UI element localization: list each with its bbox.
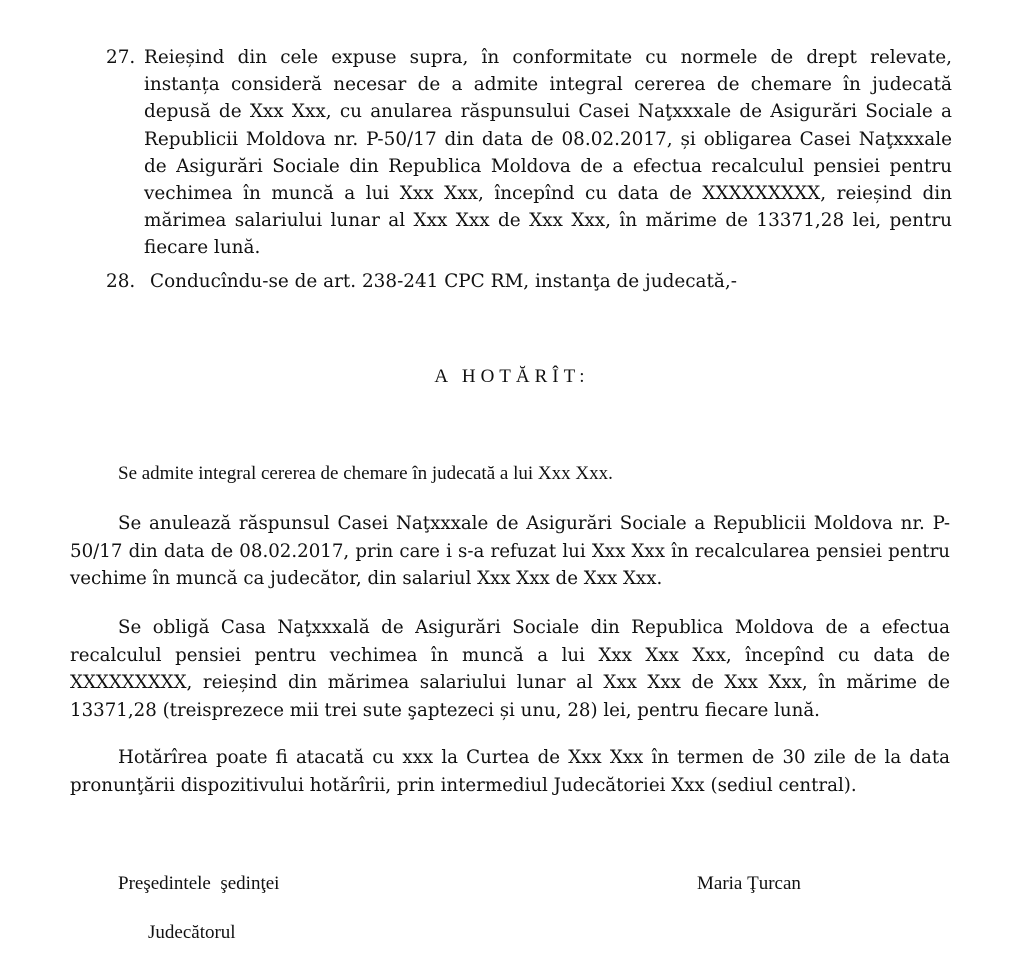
- decision-paragraph-appeal: Hotărîrea poate fi atacată cu xxx la Curtea de Xxx Xxx în termen de 30 zile de la data pronunţării dispozitivului hotărîrii, prin intermediul Judecătoriei Xxx (sediul central).: [70, 747, 950, 796]
- signature-title: Preşedintele şedinţei: [118, 873, 280, 894]
- numbered-paragraph-28: [106, 268, 952, 295]
- signature-name: Maria Ţurcan: [697, 873, 801, 894]
- paragraph-number: 27.: [106, 47, 136, 68]
- paragraph-number: 28.: [106, 271, 136, 292]
- decision-heading: A HOTĂRÎT:: [434, 366, 590, 387]
- paragraph-text: Reieșind din cele expuse supra, în conformitate cu normele de drept relevate, instanța consideră necesar de a admite integral cererea de chemare în judecată depusă de Xxx Xxx, cu anularea răspunsului Casei Naţxxxale de Asigurări Sociale a Republicii Moldova nr. P-50/17 din data de 08.02.2017, și obligarea Casei Naţxxxale de Asigurări Sociale din Republica Moldova de a efectua recalculul pensiei pentru vechimea în muncă a lui Xxx Xxx, începînd cu data de XXXXXXXXX, reieșind din mărimea salariului lunar al Xxx Xxx de Xxx Xxx, în mărime de 13371,28 lei, pentru fiecare lună.: [144, 47, 952, 259]
- numbered-paragraph-27: [106, 44, 952, 262]
- signature-judge: Judecătorul: [148, 922, 236, 943]
- decision-paragraph-admit: Se admite integral cererea de chemare în judecată a lui Xxx Xxx.: [118, 463, 613, 484]
- decision-paragraph-obligation: Se obligă Casa Naţxxxală de Asigurări Sociale din Republica Moldova de a efectua recalculul pensiei pentru vechimea în muncă a lui Xxx Xxx Xxx, începînd cu data de XXXXXXXXX, reieșind din mărimea salariului lunar al Xxx Xxx de Xxx Xxx, în mărime de 13371,28 (treisprezece mii trei sute şaptezeci și unu, 28) lei, pentru fiecare lună.: [70, 617, 950, 721]
- decision-paragraph-annul: Se anulează răspunsul Casei Naţxxxale de Asigurări Sociale a Republicii Moldova nr. P-50/17 din data de 08.02.2017, prin care i s-a refuzat lui Xxx Xxx în recalcularea pensiei pentru vechime în muncă ca judecător, din salariul Xxx Xxx de Xxx Xxx.: [70, 513, 950, 590]
- paragraph-text: Conducîndu-se de art. 238-241 CPC RM, instanţa de judecată,-: [150, 271, 737, 292]
